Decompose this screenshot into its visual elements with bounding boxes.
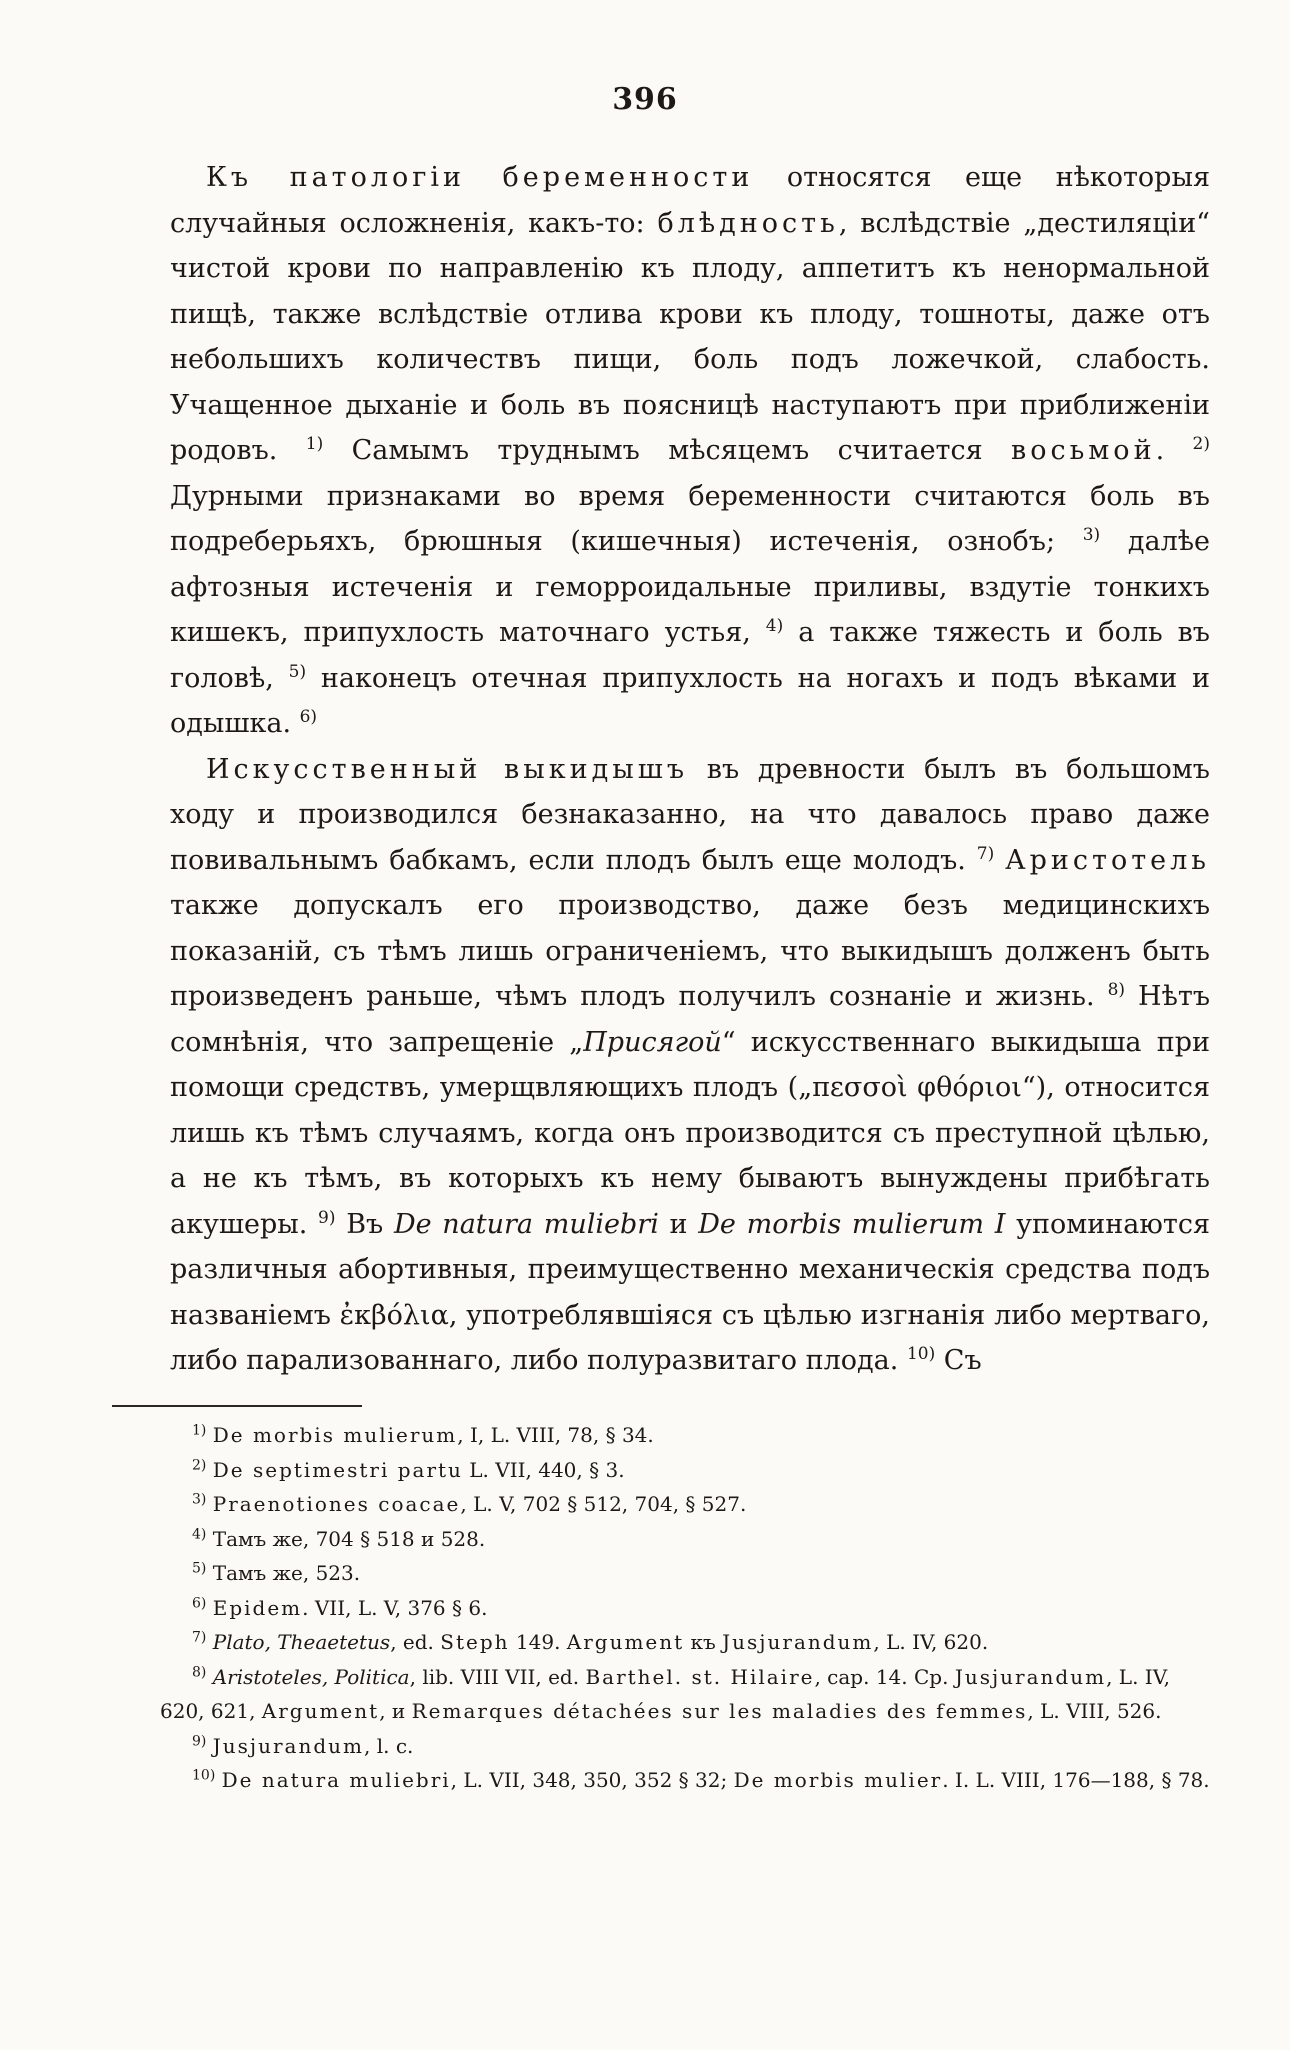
footnote-text: , l. c. — [364, 1733, 414, 1758]
footnote-ref: 8) — [1107, 980, 1126, 1000]
footnote — [160, 1453, 1210, 1488]
footnote-text: къ — [684, 1630, 723, 1654]
footnote-mark: 7) — [192, 1629, 207, 1646]
footnote-text: Plato, Theaetetus — [212, 1630, 391, 1654]
footnote-ref: 10) — [906, 1344, 936, 1364]
text-segment: Самымъ труднымъ мѣсяцемъ считается — [323, 435, 1012, 466]
footnote-text: , L. IV, 620. — [873, 1630, 989, 1654]
text-segment: Искусственный выкидышъ — [206, 753, 688, 785]
text-segment: Дурными признаками во время беременности считаются боль въ подреберьяхъ, брюшныя (кишечныя) истеченія, ознобъ; — [170, 480, 1210, 557]
footnote-mark: 2) — [192, 1456, 207, 1473]
footnote-text: , cap. 14. Ср. — [814, 1664, 955, 1689]
footnote-mark: 3) — [192, 1491, 207, 1508]
footnote — [160, 1660, 1210, 1729]
text-segment: , вслѣдствіе „дестиляціи“ чистой крови по направленію къ плоду, аппетитъ къ ненормальной пищѣ, также вслѣдствіе отлива крови къ плоду, тошноты, даже отъ небольшихъ количествъ пищи, боль подъ ложечкой, слабость. Учащенное дыханіе и боль въ поясницѣ наступаютъ при приближеніи родовъ. — [170, 207, 1210, 466]
text-segment: а также тяжесть и боль въ головѣ, — [170, 617, 1210, 694]
footnote — [160, 1522, 1210, 1557]
text-segment — [994, 845, 1005, 876]
footnote-text: Praenotiones coacae — [212, 1492, 461, 1516]
text-segment: Въ — [335, 1208, 394, 1240]
text-segment: Нѣтъ сомнѣнія, что запрещеніе „ — [170, 981, 1210, 1058]
footnote-text: Steph — [440, 1630, 510, 1654]
footnote-ref: 1) — [305, 434, 324, 454]
footnote-text: , L. V, 702 § 512, 704, § 527. — [460, 1492, 747, 1516]
text-segment: Съ — [935, 1345, 982, 1376]
footnote-text: L. VII, 440, § 3. — [462, 1457, 625, 1482]
footnote-mark: 8) — [192, 1663, 207, 1680]
footnote-text: De morbis mulier — [733, 1768, 943, 1792]
footnote-mark: 5) — [192, 1560, 207, 1577]
footnote-ref: 5) — [288, 661, 307, 682]
footnote-text: , L. VIII, 526. — [1027, 1699, 1162, 1723]
footnote-text: 149. — [509, 1630, 567, 1654]
footnote-ref: 3) — [1082, 525, 1101, 545]
footnote-text: Jusjurandum — [954, 1664, 1107, 1689]
paragraph — [170, 155, 1210, 747]
text-segment: De morbis mulierum I — [698, 1208, 1006, 1240]
body-text — [170, 155, 1210, 1384]
text-segment: блѣдность — [657, 207, 839, 239]
text-segment: Аристотель — [1005, 844, 1210, 876]
text-segment: Присягой — [583, 1026, 722, 1058]
footnote-text: Тамъ же, 704 § 518 и 528. — [212, 1526, 486, 1551]
footnote-text: , L. VII, 348, 350, 352 § 32; — [450, 1768, 734, 1792]
text-segment: относятся еще нѣкоторыя случайныя осложненія, какъ-то: — [170, 162, 1210, 239]
footnote-text: De septimestri partu — [212, 1457, 463, 1482]
footnote — [160, 1729, 1210, 1764]
footnote-text: . I. L. VIII, 176—188, § 78. — [942, 1768, 1210, 1792]
footnote-text: Тамъ же, 523. — [212, 1561, 361, 1585]
footnote — [160, 1556, 1210, 1591]
paragraph — [170, 747, 1210, 1384]
footnote-ref: 7) — [976, 843, 995, 864]
footnote-text: Remarques détachées sur les maladies des femmes — [411, 1699, 1028, 1723]
text-segment: въ древности былъ въ большомъ ходу и производился безнаказанно, на что давалось право даже повивальнымъ бабкамъ, если плодъ былъ еще молодъ. — [170, 753, 1210, 876]
text-segment: наконецъ отечная припухлость на ногахъ и подъ вѣками и одышка. — [170, 662, 1210, 739]
footnote-divider — [112, 1405, 362, 1407]
footnote-ref: 9) — [318, 1207, 336, 1228]
footnote-text: Epidem — [212, 1595, 303, 1620]
footnote-text: Jusjurandum — [212, 1733, 364, 1758]
footnote-text: Aristoteles, Politica — [212, 1664, 410, 1689]
text-segment: упоминаются различныя абортивныя, преимущественно механическія средства подъ названіемъ ἐκβόλια, употреблявшіяся съ цѣлью изгнанія либо мертваго, либо парализованнаго, либо полуразвитаго плода. — [170, 1208, 1210, 1376]
footnote-mark: 4) — [192, 1525, 207, 1542]
footnotes — [160, 1418, 1210, 1798]
footnote-mark: 1) — [192, 1422, 207, 1439]
footnote-text: , ed. — [390, 1630, 441, 1654]
text-segment: “ искусственнаго выкидыша при помощи средствъ, умерщвляющихъ плодъ („πεσσοὶ φθόριοι“), относится лишь къ тѣмъ случаямъ, когда онъ производится съ преступной цѣлью, а не къ тѣмъ, въ которыхъ къ нему бываютъ вынуждены прибѣгать акушеры. — [170, 1026, 1210, 1240]
footnote-text: De morbis mulierum — [212, 1423, 458, 1447]
footnote-text: , lib. VIII VII, ed. — [409, 1664, 586, 1689]
text-segment: также допускалъ его производство, даже безъ медицинскихъ показаній, съ тѣмъ лишь ограниченіемъ, что выкидышъ долженъ быть произведенъ раньше, чѣмъ плодъ получилъ сознаніе и жизнь. — [170, 890, 1210, 1012]
footnote-text: , L. IV, 620, 621, — [160, 1664, 1170, 1723]
footnote-text: Argument — [566, 1630, 685, 1654]
footnote-text: , I, L. VIII, 78, § 34. — [457, 1423, 654, 1447]
text-segment: восьмой — [1011, 435, 1156, 466]
footnote — [160, 1591, 1210, 1626]
text-segment: . — [1155, 435, 1193, 466]
text-segment: и — [658, 1208, 699, 1240]
text-segment: Къ патологіи беременности — [206, 162, 754, 193]
footnote-text: , и — [379, 1699, 412, 1723]
footnote-mark: 10) — [192, 1767, 216, 1784]
footnote — [160, 1418, 1210, 1453]
footnote — [160, 1763, 1210, 1798]
footnote-mark: 6) — [192, 1594, 207, 1611]
footnote-mark: 9) — [192, 1732, 207, 1749]
footnote-text: Argument — [261, 1699, 380, 1723]
footnote-ref: 4) — [765, 616, 784, 636]
text-segment: далѣе афтозныя истеченія и геморроидальные приливы, вздутіе тонкихъ кишекъ, припухлость маточнаго устья, — [170, 526, 1211, 648]
footnote-text: De natura muliebri — [221, 1768, 451, 1792]
footnote-ref: 2) — [1192, 434, 1210, 454]
page-number: 396 — [612, 82, 678, 117]
text-segment: De natura muliebri — [393, 1208, 659, 1240]
footnote-ref: 6) — [299, 707, 318, 727]
footnote-text: . VII, L. V, 376 § 6. — [302, 1595, 488, 1620]
footnote-text: Barthel. st. Hilaire — [585, 1664, 815, 1689]
footnote-text: Jusjurandum — [722, 1630, 874, 1654]
footnote — [160, 1625, 1210, 1660]
footnote — [160, 1487, 1210, 1522]
